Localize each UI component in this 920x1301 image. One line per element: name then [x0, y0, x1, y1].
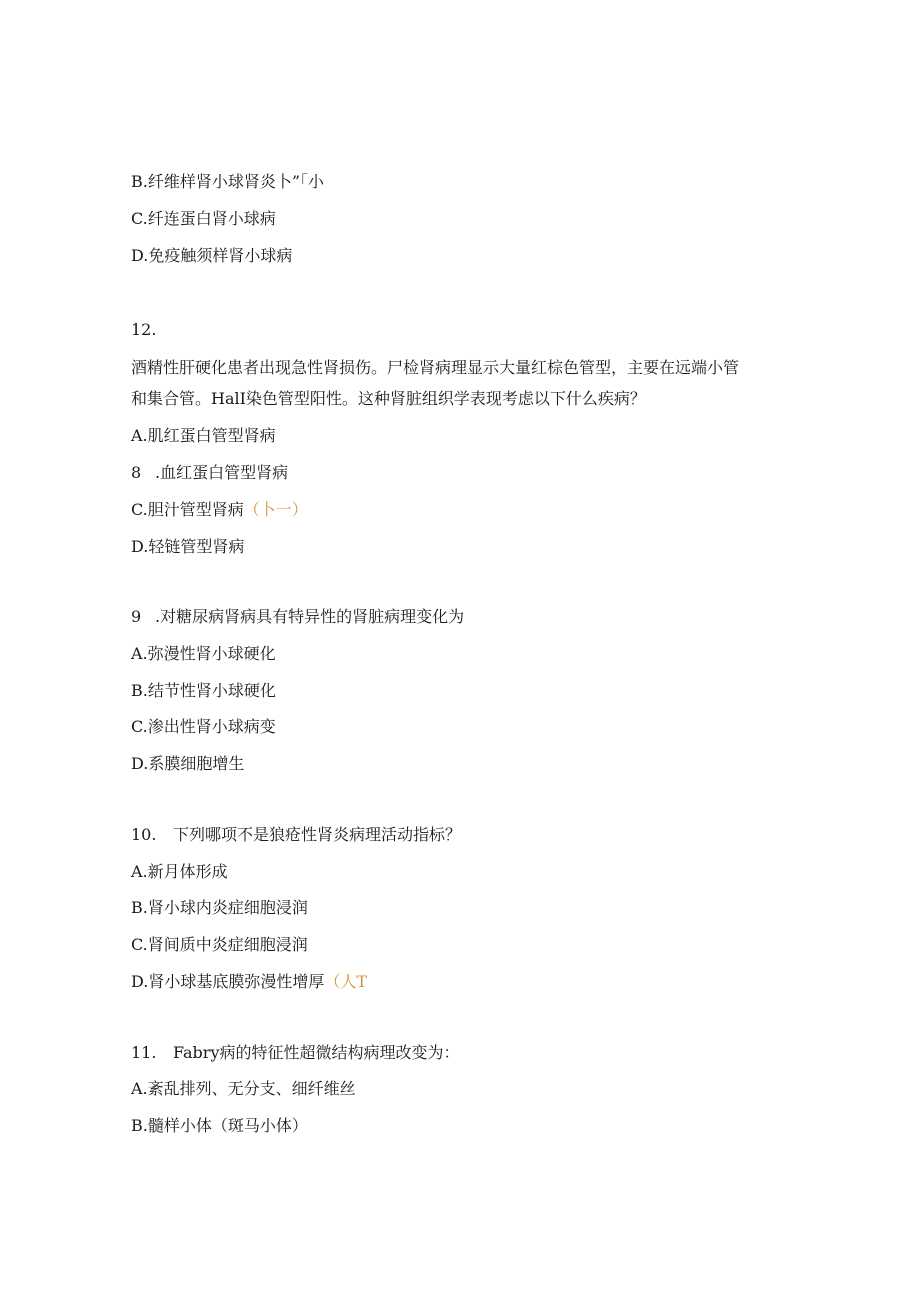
question-9-stem	[131, 607, 464, 627]
line-text: C.纤连蛋白肾小球病	[131, 209, 276, 228]
line-text: 酒精性肝硬化患者出现急性肾损伤。尸检肾病理显示大量红棕色管型，主要在远端小管	[131, 358, 740, 377]
option-c-q10	[131, 935, 308, 955]
line-text: C.肾间质中炎症细胞浸润	[131, 935, 308, 954]
handwritten-annotation: （卜一）	[243, 500, 308, 519]
line-text: A.紊乱排列、无分支、细纤维丝	[131, 1079, 356, 1098]
line-text: B.肾小球内炎症细胞浸润	[131, 898, 308, 917]
line-text: 12.	[131, 320, 157, 339]
list-number: 11.	[131, 1043, 157, 1062]
option-b-q9	[131, 681, 276, 701]
option-a-q11b	[131, 1079, 356, 1099]
line-text: B.结节性肾小球硬化	[131, 681, 276, 700]
line-text: D.轻链管型肾病	[131, 537, 245, 556]
line-text: B.纤维样肾小球肾炎卜”「小	[131, 172, 325, 191]
option-d-q9	[131, 754, 244, 774]
line-text: A.肌红蛋白管型肾病	[131, 426, 276, 445]
question-number-12	[131, 320, 156, 340]
option-a-q9	[131, 644, 276, 664]
question-10-stem	[131, 825, 461, 845]
list-number: 8	[131, 463, 142, 482]
line-text: C.渗出性肾小球病变	[131, 717, 276, 736]
line-text: A.弥漫性肾小球硬化	[131, 644, 276, 663]
option-a-q12	[131, 426, 276, 446]
line-text: C.胆汁管型肾病	[131, 500, 244, 519]
line-text: D.系膜细胞增生	[131, 754, 245, 773]
list-number: 10.	[131, 825, 157, 844]
option-c-q12	[131, 500, 308, 520]
option-d-q10	[131, 972, 367, 992]
line-text: A.新月体形成	[131, 862, 228, 881]
handwritten-annotation: （人T	[324, 972, 368, 991]
option-b-q10	[131, 898, 308, 918]
line-text: D.免疫触须样肾小球病	[131, 246, 293, 265]
option-d-q11	[131, 246, 292, 266]
option-d-q12	[131, 537, 244, 557]
line-text: .对糖尿病肾病具有特异性的肾脏病理变化为	[155, 607, 465, 626]
line-text: Fabry病的特征性超微结构病理改变为：	[173, 1043, 460, 1062]
question-12-stem-line-1	[131, 358, 739, 378]
option-c-q9	[131, 717, 276, 737]
option-b-q11	[131, 172, 324, 192]
line-text: B.髓样小体（斑马小体）	[131, 1116, 308, 1135]
line-text: 下列哪项不是狼疮性肾炎病理活动指标？	[173, 825, 462, 844]
line-text: .血红蛋白管型肾病	[155, 463, 289, 482]
option-b-q11b	[131, 1116, 308, 1136]
question-11-stem	[131, 1043, 460, 1063]
list-number: 9	[131, 607, 142, 626]
line-text: D.肾小球基底膜弥漫性增厚	[131, 972, 325, 991]
option-a-q10	[131, 862, 228, 882]
line-text: 和集合管。HalI染色管型阳性。这种肾脏组织学表现考虑以下什么疾病？	[131, 389, 646, 408]
question-12-stem-line-2	[131, 389, 646, 409]
option-c-q11	[131, 209, 276, 229]
option-b-q12	[131, 463, 288, 483]
